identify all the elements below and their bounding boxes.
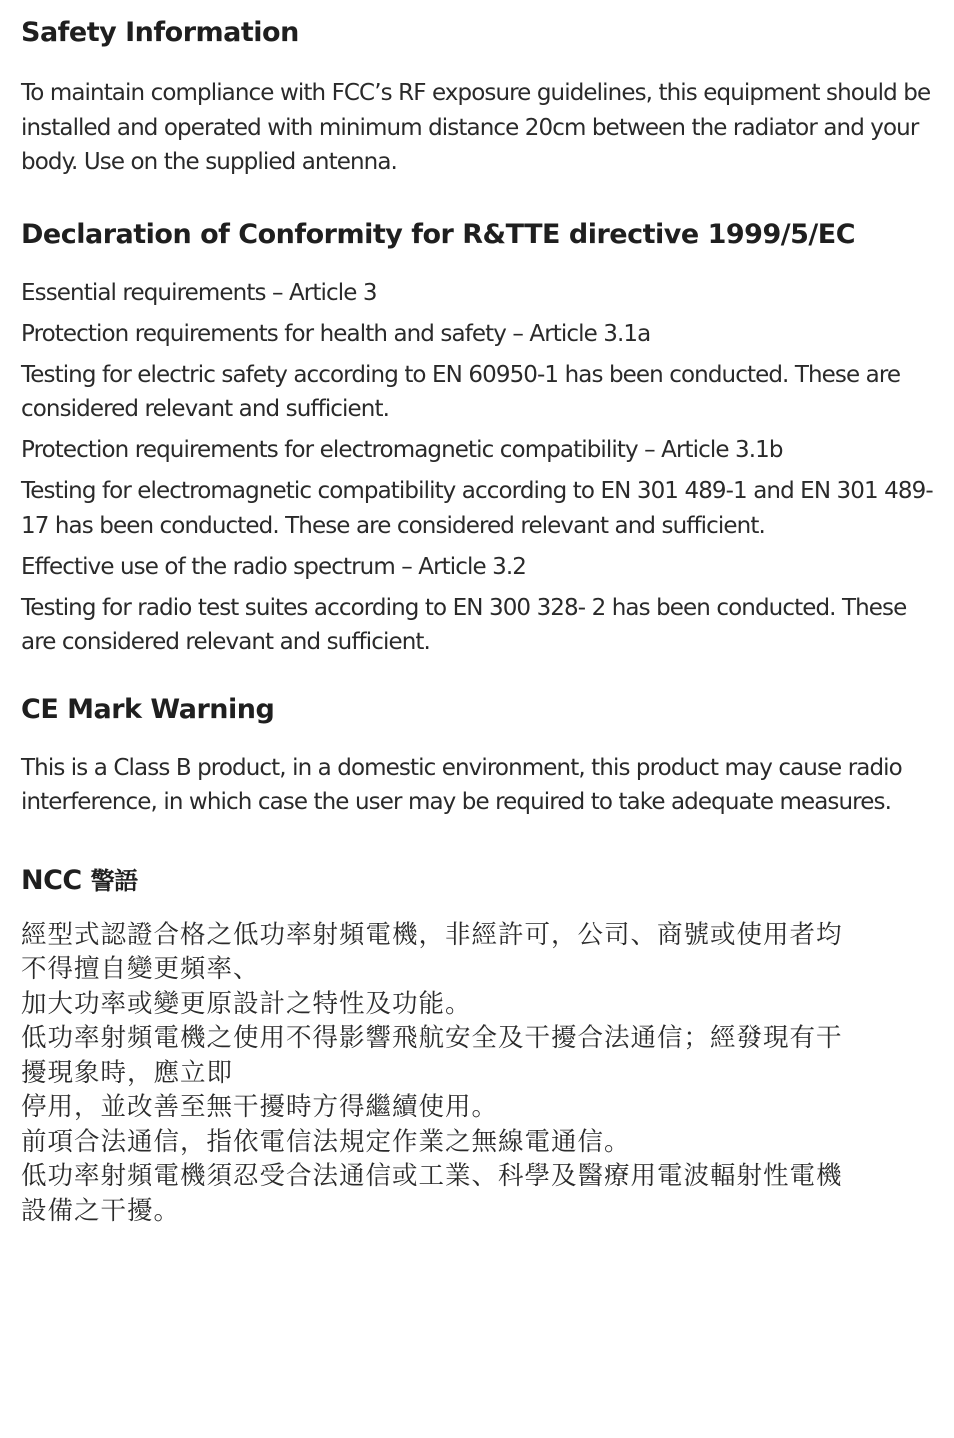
paragraph: Testing for radio test suites according to EN 300 328- 2 has been conducted. These are considered relevant and sufficient. — [21, 594, 907, 655]
section-title-cjk: 警語 — [90, 866, 138, 895]
text-line: 低功率射頻電機須忍受合法通信或工業、科學及醫療用電波輻射性電機 — [21, 1161, 843, 1191]
section-title-latin: NCC — [21, 864, 82, 896]
section-title: Declaration of Conformity for R&TTE directive 1999/5/EC — [21, 218, 856, 250]
text-line: 經型式認證合格之低功率射頻電機，非經許可，公司、商號或使用者均 — [21, 919, 843, 950]
section-body — [21, 751, 933, 820]
section-title: CE Mark Warning — [21, 693, 275, 725]
declaration-of-conformity-section — [21, 216, 933, 660]
section-body — [21, 918, 933, 1229]
text-line: 不得擅自變更頻率、 — [21, 954, 260, 984]
text-line: 擾現象時，應立即 — [21, 1057, 234, 1088]
text-line: 加大功率或變更原設計之特性及功能。 — [21, 988, 472, 1019]
paragraph: Protection requirements for health and safety – Article 3.1a — [21, 320, 651, 347]
section-body — [21, 276, 933, 660]
text-line: 低功率射頻電機之使用不得影響飛航安全及干擾合法通信；經發現有干 — [21, 1023, 843, 1053]
paragraph: To maintain compliance with FCC’s RF exposure guidelines, this equipment should be installed and operated with minimum distance 20cm between the radiator and your body. Use on the supplied antenna. — [21, 80, 931, 175]
text-line: 前項合法通信，指依電信法規定作業之無線電通信。 — [21, 1126, 631, 1157]
section-body — [21, 76, 933, 180]
text-line: 設備之干擾。 — [21, 1195, 181, 1226]
ncc-warning-section — [21, 862, 933, 1229]
document-page — [21, 14, 933, 1228]
paragraph: Effective use of the radio spectrum – Article 3.2 — [21, 553, 527, 580]
section-title: Safety Information — [21, 17, 299, 48]
ce-mark-warning-section — [21, 691, 933, 820]
paragraph: This is a Class B product, in a domestic environment, this product may cause radio interference, in which case the user may be required to take adequate measures. — [21, 754, 902, 815]
paragraph: Protection requirements for electromagnetic compatibility – Article 3.1b — [21, 437, 783, 463]
safety-information-section — [21, 14, 933, 180]
paragraph: Testing for electric safety according to EN 60950-1 has been conducted. These are considered relevant and sufficient. — [21, 361, 901, 422]
text-line: 停用，並改善至無干擾時方得繼續使用。 — [21, 1092, 499, 1122]
section-title — [21, 862, 933, 900]
paragraph: Testing for electromagnetic compatibility according to EN 301 489-1 and EN 301 489-17 has been conducted. These are considered relevant and sufficient. — [21, 478, 933, 539]
paragraph: Essential requirements – Article 3 — [21, 279, 377, 306]
